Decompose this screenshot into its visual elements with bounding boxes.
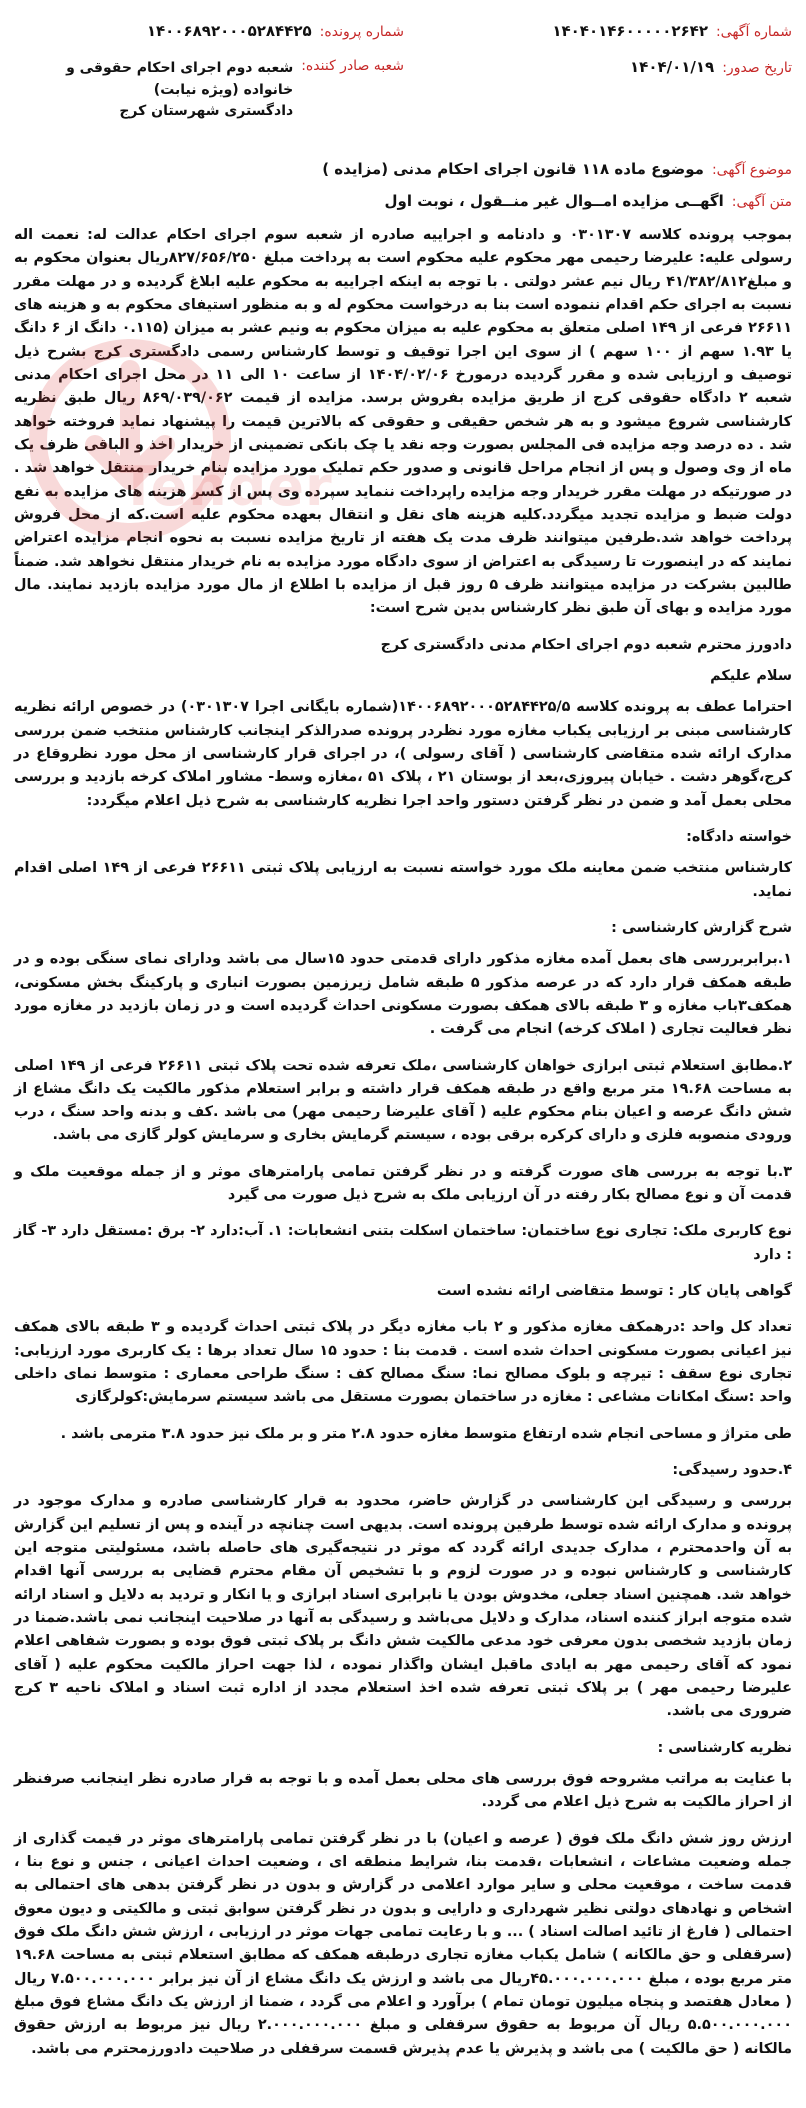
- paragraph-introduction: احتراما عطف به پرونده کلاسه ۱۴۰۰۶۸۹۲۰۰۰۵۲۸۴۴۲۵/۵(شماره بایگانی اجرا ۰۳۰۱۳۰۷) در خصوص ارائه نظریه کارشناسی مبنی بر ارزیابی یکباب مغازه مورد نظردر پرونده صدرالذکر اینجانب کارشناس منتخب ضمن بررسی مدارک ارائه شده متقاضی کارشناسی ( آقای رسولی )، در اجرای قرار کارشناسی از محل مورد نظروقاع در کرج،گوهر دشت . خیابان پیروزی،بعد از بوستان ۲۱ ، پلاک ۵۱ ،مغازه وسط- مشاور املاک کرخه بازدید و بررسی محلی بعمل آمد و ضمن در نظر گرفتن دستور واحد اجرا نظریه کارشناسی به شرح ذیل اعلام میگردد:: [14, 699, 792, 809]
- ad-meta-right: [412, 22, 792, 76]
- paragraph-opinion-heading: نظریه کارشناسی :: [657, 1739, 792, 1756]
- paragraph-report-item-1: ۱.برابربررسی های بعمل آمده مغازه مذکور دارای قدمتی حدود ۱۵سال می باشد ودارای نمای سنگی بوده و در طبقه همکف قرار دارد که در عرصه مذکور ۵ طبقه شامل زیرزمین بصورت انباری و پارکینگ بخش مسکونی، همکف۳باب مغازه و ۳ طبقه بالای همکف بصورت مسکونی احداث گردیده است و در زمان بازدید در مغازه مورد نظر فعالیت تجاری ( املاک کرخه) انجام می گرفت .: [14, 951, 793, 1038]
- issue-date-row: [412, 58, 792, 76]
- text-label: متن آگهی:: [731, 194, 792, 210]
- ad-meta-left: [14, 22, 404, 123]
- ad-number-row: [412, 22, 792, 40]
- ad-number: ۱۴۰۴۰۱۴۶۰۰۰۰۰۲۶۴۲: [552, 22, 708, 40]
- ad-header: [14, 22, 792, 154]
- text-title-row: [14, 192, 792, 210]
- paragraph-court-request-heading: خواسته دادگاه:: [686, 828, 792, 845]
- paragraph-scope: بررسی و رسیدگی این کارشناسی در گزارش حاضر، محدود به قرار کارشناسی صادره و مدارک موجود در پرونده و مدارک ارائه شده توسط طرفین پرونده است. بدیهی است چنانچه در آینده و پس از تسلیم این گزارش به آن واحدمحترم ، مدارک جدیدی ارائه گردد که موثر در نتیجه‌گیری های حاصله باشد، مسئولیتی متوجه این کارشناسی و کارشناس نبوده و در صورت لزوم و با تشخیص آن مقام محترم قضایی به بررسی آنها اقدام خواهد شد. همچنین اسناد جعلی، مخدوش بودن یا نابرابری اسناد ابرازی و یا انکار و تردید به دلایل و اسناد ارائه شده متوجه ابراز کننده اسناد، مدارک و دلایل می‌باشد و رسیدگی به آنها در صلاحیت اینجانب نمی باشد.ضمنا در زمان بازدید شخصی بدون معرفی خود مدعی مالکیت شش دانگ بر پلاک ثبتی فوق بوده و بصورت شفاهی اعلام نمود که آقای رحیمی مهر به ایادی ماقبل ایشان واگذار نموده ، لذا جهت احراز مالکیت محکوم علیه ( آقای علیرضا رحیمی مهر ) بر پلاک ثبتی تعرفه شده اخذ استعلام مجدد از اداره ثبت اسناد و املاک ناحیه ۳ کرج ضروری می باشد.: [14, 1493, 793, 1720]
- case-number: ۱۴۰۰۶۸۹۲۰۰۰۵۲۸۴۴۲۵: [146, 22, 312, 40]
- watermark-text: Tender: [120, 455, 333, 518]
- paragraph-valuation: ارزش روز شش دانگ ملک فوق ( عرصه و اعیان) با در نظر گرفتن تمامی پارامترهای موثر در قیمت گذاری از جمله وضعیت مشاعات ، انشعابات ،قدمت بنا، شرایط منطقه ای ، وضعیت احداث اعیانی ، جنس و نوع بنا ، قدمت ساخت ، موقعیت محلی و سایر موارد اعلامی در گزارش و بدون در نظر گرفتن بدهی های احتمالی به اشخاص و نهادهای دولتی نظیر شهرداری و دارایی و بدون در نظر گرفتن سوابق ثبتی و مالکیتی و دیون معوق احتمالی ( فارغ از تائید اصالت اسناد ) ... و با رعایت تمامی جهات موثر در ارزیابی ، ارزش شش دانگ ملک فوق (سرقفلی و حق مالکانه ) شامل یکباب مغازه تجاری درطبقه همکف که مطابق استعلام ثبتی به مساحت ۱۹.۶۸ متر مربع بوده ، مبلغ ۴۵.۰۰۰.۰۰۰.۰۰۰ریال می باشد و ارزش یک دانگ مشاع از آن نیز برابر ۷.۵۰۰.۰۰۰.۰۰۰ ریال ( معادل هفتصد و پنجاه میلیون تومان تمام ) برآورد و اعلام می گردد ، ضمنا از ارزش یک دانگ مشاع فوق مبلغ ۵.۵۰۰.۰۰۰.۰۰۰ ریال آن مربوط به حقوق سرقفلی و مبلغ ۲.۰۰۰.۰۰۰.۰۰۰ ریال نیز مربوط به ارزش حقوق مالکانه ( حق مالکیت ) می باشد و پذیرش یا عدم پذیرش قسمت سرقفلی در صلاحیت دادورزمحترم می باشد.: [14, 1830, 792, 2057]
- paragraph-opinion-intro: با عنایت به مراتب مشروحه فوق بررسی های محلی بعمل آمده و با توجه به قرار صادره نظر اینجانب صرفنظر از احراز مالکیت به شرح ذیل اعلام می گردد.: [14, 1771, 792, 1811]
- paragraph-report-item-2: ۲.مطابق استعلام ثبتی ابرازی خواهان کارشناسی ،ملک تعرفه شده تحت پلاک ثبتی ۲۶۶۱۱ فرعی از ۱۴۹ اصلی به مساحت ۱۹.۶۸ متر مربع واقع در طبقه همکف قرار داشته و برابر استعلام مذکور مالکیت یک دانگ مشاع از شش دانگ عرصه و اعیان بنام محکوم علیه ( آقای علیرضا رحیمی مهر) می باشد .کف و بدنه واحد سنگ ، درب ورودی منصوبه فلزی و دارای کرکره برقی بوده ، سیستم گرمایش بخاری و سرمایش کولر گازی می باشد.: [14, 1057, 792, 1144]
- paragraph-completion-certificate: گواهی پایان کار : توسط متقاضی ارائه نشده است: [436, 1283, 792, 1300]
- paragraph-report-item-3: ۳.با توجه به بررسی های صورت گرفته و در نظر گرفتن تمامی پارامترهای موثر و از جمله موقعیت ملک و قدمت آن و نوع مصالح بکار رفته در آن ارزیابی ملک به شرح ذیل صورت می گیرد: [14, 1163, 792, 1204]
- paragraph-addressee: دادورز محترم شعبه دوم اجرای احکام مدنی دادگستری کرج: [380, 636, 792, 653]
- subject-row: [14, 160, 792, 178]
- issuer-name: [14, 58, 293, 123]
- issuer-line-1: شعبه دوم اجرای احکام حقوقی و خانواده (ویژه نیابت): [66, 60, 294, 98]
- issuer-row: [14, 58, 404, 123]
- ad-body: [14, 224, 792, 2061]
- paragraph-report-heading: شرح گزارش کارشناسی :: [611, 919, 792, 936]
- text-title: اگهــی مزایده امــوال غیر منــقول ، نوبت اول: [384, 192, 724, 210]
- paragraph-auction-terms: بموجب پرونده کلاسه ۰۳۰۱۳۰۷ و دادنامه و اجراییه صادره از شعبه سوم اجرای احکام عدالت له: نعمت اله رسولی علیه: علیرضا رحیمی مهر محکوم علیه محکوم است به پرداخت مبلغ ۸۲۷/۶۵۶/۲۵۰ریال بعنوان محکوم به و مبلغ۴۱/۳۸۲/۸۱۲ ریال نیم عشر دولتی . با توجه به اینکه اجراییه به محکوم علیه ابلاغ گردیده و در مهلت مقرر نسبت به اجرای حکم اقدام ننموده است بنا به درخواست محکوم له و به منظور استیفای محکوم به و هزینه های ۲۶۶۱۱ فرعی از ۱۴۹ اصلی متعلق به محکوم علیه به میزان محکوم به ونیم عشر به میزان (۰.۱۱۵ دانگ از ۶ دانگ یا ۱.۹۳ سهم از ۱۰۰ سهم ) از سوی این اجرا توقیف و توسط کارشناس رسمی دادگستری کرج بشرح ذیل توصیف و ارزیابی شده و مقرر گردیده درمورخ ۱۴۰۴/۰۲/۰۶ از ساعت ۱۰ الی ۱۱ در محل اجرای احکام مدنی شعبه ۲ دادگاه حقوقی کرج از طریق مزایده بفروش برسد. مزایده از قیمت ۸۶۹/۰۳۹/۰۶۲ ریال طبق نظریه کارشناسی شروع میشود و به هر شخص حقیقی و حقوقی که بالاترین قیمت را پیشنهاد نماید فروخته خواهد شد . ده درصد وجه مزایده فی المجلس بصورت وجه نقد یا چک بانکی تضمینی از خریدار اخذ و الباقی ظرف یک ماه از وی وصول و پس از انجام مراحل قانونی و صدور حکم تملیک مورد مزایده بنام خریدار منتقل خواهد شد . در صورتیکه در مهلت مقرر خریدار وجه مزایده راپرداخت ننماید سپرده وی پس از کسر هزینه های مزایده به نفع دولت ضبط و مزایده تجدید میگردد.کلیه هزینه های نقل و انتقال بعهده محکوم علیه است.که از محل فروش پرداخت خواهد شد.طرفین میتوانند ظرف مدت یک هفته از تاریخ مزایده نسبت به نحوه انجام مزایده اعتراض نمایند که در اینصورت تا رسیدگی به اعتراض از سوی دادگاه مورد مزایده به نام خریدار منتقل نخواهد شد. ضمناً طالبین بشرکت در مزایده میتوانند ظرف ۵ روز قبل از مزایده با اطلاع از مال مورد مزایده بازدید نمایند. مال مورد مزایده و بهای آن طبق نظر کارشناس بدین شرح است:: [14, 227, 793, 617]
- issuer-label: شعبه صادر کننده:: [301, 58, 404, 74]
- case-number-label: شماره پرونده:: [319, 24, 404, 40]
- paragraph-scope-heading: ۴.حدود رسیدگی:: [672, 1462, 792, 1479]
- paragraph-greeting: سلام علیکم: [710, 667, 792, 684]
- paragraph-property-type: نوع کاربری ملک: تجاری نوع ساختمان: ساختمان اسکلت بتنی انشعابات: ۱. آب:دارد ۲- برق :مستقل دارد ۳- گاز : دارد: [14, 1223, 793, 1263]
- paragraph-measurements: طی متراژ و مساحی انجام شده ارتفاع متوسط مغازه حدود ۲.۸ متر و بر ملک نیز حدود ۳.۸ مترمی باشد .: [60, 1425, 792, 1442]
- subject-text: موضوع ماده ۱۱۸ قانون اجرای احکام مدنی (مزایده ): [322, 160, 704, 178]
- subject-label: موضوع آگهی:: [711, 162, 792, 178]
- issue-date: ۱۴۰۴/۰۱/۱۹: [630, 58, 715, 76]
- ad-number-label: شماره آگهی:: [715, 24, 792, 40]
- issuer-line-2: دادگستری شهرستان کرج: [119, 103, 294, 120]
- case-number-row: [14, 22, 404, 40]
- paragraph-court-request: کارشناس منتخب ضمن معاینه ملک مورد خواسته نسبت به ارزیابی پلاک ثبتی ۲۶۶۱۱ فرعی از ۱۴۹ اصلی اقدام نماید.: [14, 860, 792, 900]
- paragraph-building-details: تعداد کل واحد :درهمکف مغازه مذکور و ۲ باب مغازه دیگر در پلاک ثبتی احداث گردیده و ۳ طبقه بالای همکف نیز اعیانی بصورت مسکونی احداث شده است . قدمت بنا : حدود ۱۵ سال تعداد برها : یک کاربری مورد ارزیابی: تجاری نوع سقف : تیرچه و بلوک مصالح نما: سنگ مصالح کف : سنگ طراحی معماری : متوسط نمای داخلی واحد :سنگ امکانات مشاعی : مغازه در ساختمان بصورت مستقل می باشد سیستم سرمایش:کولرگازی: [14, 1319, 792, 1406]
- issue-date-label: تاریخ صدور:: [722, 60, 792, 76]
